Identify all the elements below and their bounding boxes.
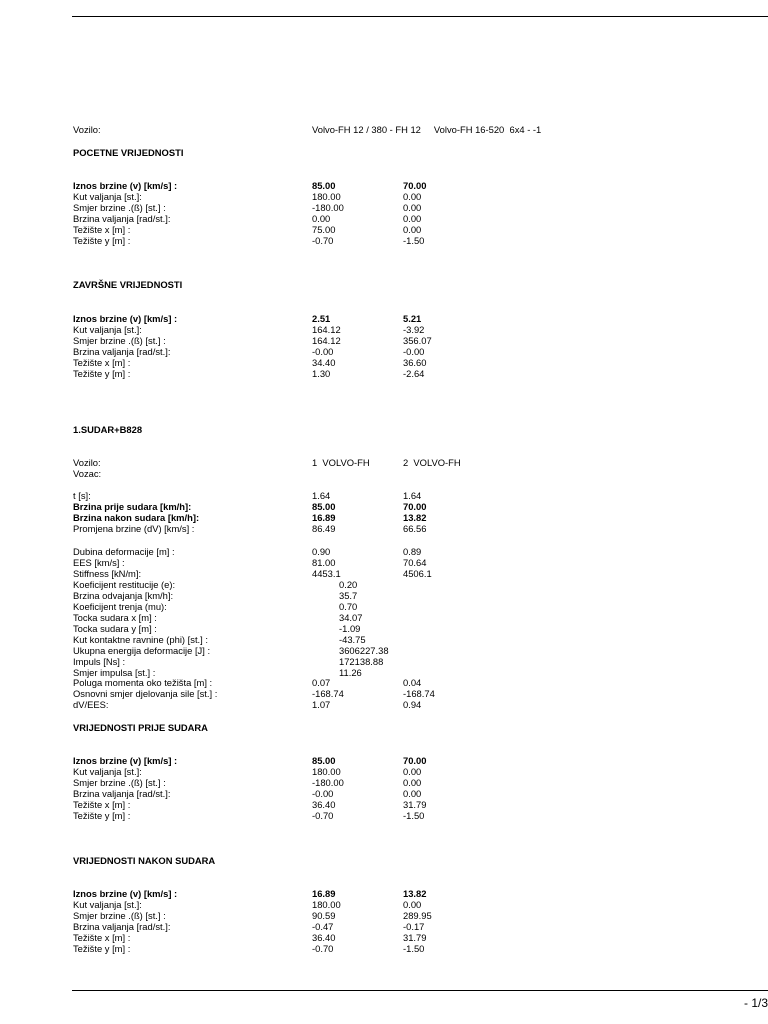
- data-row: [73, 557, 763, 568]
- data-row: [73, 346, 763, 357]
- row-label: Brzina valjanja [rad/st.]:: [73, 346, 171, 357]
- row-label: Kut valjanja [st.]:: [73, 899, 142, 910]
- value-vehicle-2: 0.89: [403, 546, 422, 557]
- data-row: [73, 788, 763, 799]
- row-label: Tocka sudara x [m] :: [73, 612, 157, 623]
- sudar-driver-label: Vozac:: [73, 468, 102, 479]
- value-vehicle-2: -1.50: [403, 943, 425, 954]
- value-vehicle-2: 0.00: [403, 202, 422, 213]
- bottom-rule: [72, 990, 768, 991]
- data-row: [73, 921, 763, 932]
- data-row: [73, 688, 763, 699]
- data-row: [73, 910, 763, 921]
- value-vehicle-2: 66.56: [403, 523, 427, 534]
- value-vehicle-2: 0.00: [403, 213, 422, 224]
- value-vehicle-1: 164.12: [312, 324, 341, 335]
- value-vehicle-1: -168.74: [312, 688, 344, 699]
- value-shared: -43.75: [339, 634, 366, 645]
- value-vehicle-2: 13.82: [403, 512, 427, 523]
- value-vehicle-2: 70.64: [403, 557, 427, 568]
- sudar-vehicle-row: [73, 457, 763, 468]
- data-row: [73, 943, 763, 954]
- data-row: [73, 180, 763, 191]
- row-label: Smjer brzine .(ß) [st.] :: [73, 202, 166, 213]
- data-row: [73, 601, 763, 612]
- value-vehicle-2: 31.79: [403, 932, 427, 943]
- value-vehicle-2: 70.00: [403, 180, 427, 191]
- data-row: [73, 523, 763, 534]
- vehicle-label: Vozilo:: [73, 124, 101, 135]
- row-label: Iznos brzine (v) [km/s] :: [73, 313, 178, 324]
- value-vehicle-1: 36.40: [312, 799, 336, 810]
- value-vehicle-2: 0.00: [403, 899, 422, 910]
- data-row: [73, 888, 763, 899]
- value-vehicle-2: -0.00: [403, 346, 425, 357]
- value-vehicle-1: 81.00: [312, 557, 336, 568]
- value-vehicle-2: -1.50: [403, 810, 425, 821]
- value-vehicle-1: 4453.1: [312, 568, 341, 579]
- section-title-prije: VRIJEDNOSTI PRIJE SUDARA: [73, 722, 208, 733]
- row-label: Smjer impulsa [st.] :: [73, 667, 156, 678]
- value-vehicle-1: 1.64: [312, 490, 331, 501]
- value-vehicle-2: 5.21: [403, 313, 422, 324]
- data-row: [73, 512, 763, 523]
- row-label: Smjer brzine .(ß) [st.] :: [73, 335, 166, 346]
- row-label: Tocka sudara y [m] :: [73, 623, 157, 634]
- value-vehicle-1: -0.70: [312, 810, 334, 821]
- value-vehicle-1: 180.00: [312, 766, 341, 777]
- vehicle-value: Volvo-FH 12 / 380 - FH 12 Volvo-FH 16-520 6x4 - -1: [312, 124, 542, 135]
- row-label: Kut valjanja [st.]:: [73, 324, 142, 335]
- row-label: Koeficijent restitucije (e):: [73, 579, 176, 590]
- data-row: [73, 357, 763, 368]
- row-label: dV/EES:: [73, 699, 109, 710]
- row-label: Brzina prije sudara [km/h]:: [73, 501, 192, 512]
- value-vehicle-2: 70.00: [403, 755, 427, 766]
- value-vehicle-2: 0.00: [403, 224, 422, 235]
- value-vehicle-2: -3.92: [403, 324, 425, 335]
- value-shared: 34.07: [339, 612, 363, 623]
- row-label: t [s]:: [73, 490, 91, 501]
- data-row: [73, 634, 763, 645]
- data-row: [73, 656, 763, 667]
- data-row: [73, 568, 763, 579]
- section-title-sudar: 1.SUDAR+B828: [73, 424, 143, 435]
- data-row: [73, 202, 763, 213]
- data-row: [73, 368, 763, 379]
- value-vehicle-2: 13.82: [403, 888, 427, 899]
- value-vehicle-2: 70.00: [403, 501, 427, 512]
- value-shared: 11.26: [339, 667, 362, 678]
- value-vehicle-1: 0.07: [312, 677, 331, 688]
- data-row: [73, 490, 763, 501]
- data-row: [73, 755, 763, 766]
- data-row: [73, 191, 763, 202]
- row-label: Težište y [m] :: [73, 368, 131, 379]
- data-row: [73, 766, 763, 777]
- data-row: [73, 579, 763, 590]
- value-shared: 0.20: [339, 579, 358, 590]
- data-row: [73, 810, 763, 821]
- value-shared: 0.70: [339, 601, 358, 612]
- sudar-driver-row: [73, 468, 763, 479]
- vehicle-row: [73, 124, 763, 135]
- row-label: Stiffness [kN/m]:: [73, 568, 142, 579]
- value-vehicle-1: 1.07: [312, 699, 331, 710]
- data-row: [73, 645, 763, 656]
- value-vehicle-1: 180.00: [312, 191, 341, 202]
- value-shared: -1.09: [339, 623, 361, 634]
- value-vehicle-2: 0.00: [403, 788, 422, 799]
- row-label: Težište x [m] :: [73, 932, 131, 943]
- section-title-nakon: VRIJEDNOSTI NAKON SUDARA: [73, 855, 216, 866]
- row-label: Iznos brzine (v) [km/s] :: [73, 888, 178, 899]
- value-vehicle-2: 36.60: [403, 357, 427, 368]
- value-vehicle-1: 85.00: [312, 180, 336, 191]
- value-vehicle-1: -0.70: [312, 943, 334, 954]
- row-label: Smjer brzine .(ß) [st.] :: [73, 777, 166, 788]
- row-label: Kut valjanja [st.]:: [73, 766, 142, 777]
- value-vehicle-1: -0.47: [312, 921, 334, 932]
- row-label: Iznos brzine (v) [km/s] :: [73, 180, 178, 191]
- value-vehicle-1: 75.00: [312, 224, 336, 235]
- value-vehicle-1: 85.00: [312, 755, 336, 766]
- value-vehicle-2: 4506.1: [403, 568, 432, 579]
- value-vehicle-1: 1.30: [312, 368, 331, 379]
- data-row: [73, 213, 763, 224]
- value-vehicle-2: 31.79: [403, 799, 427, 810]
- value-vehicle-2: 356.07: [403, 335, 432, 346]
- value-vehicle-1: -180.00: [312, 202, 344, 213]
- data-row: [73, 224, 763, 235]
- row-label: Brzina nakon sudara [km/h]:: [73, 512, 200, 523]
- data-row: [73, 546, 763, 557]
- value-vehicle-2: 289.95: [403, 910, 432, 921]
- row-label: Brzina valjanja [rad/st.]:: [73, 921, 171, 932]
- row-label: Brzina valjanja [rad/st.]:: [73, 213, 171, 224]
- row-label: Brzina odvajanja [km/h]:: [73, 590, 174, 601]
- row-label: Težište y [m] :: [73, 943, 131, 954]
- value-vehicle-1: 16.89: [312, 888, 336, 899]
- value-vehicle-2: -1.50: [403, 235, 425, 246]
- section-title-pocetne: POCETNE VRIJEDNOSTI: [73, 147, 184, 158]
- row-label: Težište x [m] :: [73, 357, 131, 368]
- data-row: [73, 612, 763, 623]
- row-label: Osnovni smjer djelovanja sile [st.] :: [73, 688, 218, 699]
- page-number: - 1/3: [743, 996, 768, 1010]
- row-label: Brzina valjanja [rad/st.]:: [73, 788, 171, 799]
- data-row: [73, 501, 763, 512]
- data-row: [73, 932, 763, 943]
- value-vehicle-2: 0.94: [403, 699, 422, 710]
- value-vehicle-1: 36.40: [312, 932, 336, 943]
- row-label: Težište x [m] :: [73, 224, 131, 235]
- data-row: [73, 799, 763, 810]
- sudar-vehicle-label: Vozilo:: [73, 457, 101, 468]
- row-label: Kut valjanja [st.]:: [73, 191, 142, 202]
- value-vehicle-1: 90.59: [312, 910, 336, 921]
- value-vehicle-2: -0.17: [403, 921, 425, 932]
- value-vehicle-1: 86.49: [312, 523, 336, 534]
- row-label: EES [km/s] :: [73, 557, 125, 568]
- value-vehicle-2: 1.64: [403, 490, 422, 501]
- value-vehicle-1: -180.00: [312, 777, 344, 788]
- value-vehicle-2: -168.74: [403, 688, 435, 699]
- data-row: [73, 324, 763, 335]
- row-label: Težište x [m] :: [73, 799, 131, 810]
- row-label: Težište y [m] :: [73, 810, 131, 821]
- sudar-vehicle-2: 2 VOLVO-FH: [403, 457, 461, 468]
- data-row: [73, 677, 763, 688]
- value-vehicle-1: 164.12: [312, 335, 341, 346]
- value-vehicle-2: 0.04: [403, 677, 422, 688]
- row-label: Promjena brzine (dV) [km/s] :: [73, 523, 195, 534]
- data-row: [73, 590, 763, 601]
- value-vehicle-1: 2.51: [312, 313, 331, 324]
- row-label: Koeficijent trenja (mu):: [73, 601, 167, 612]
- data-row: [73, 699, 763, 710]
- data-row: [73, 313, 763, 324]
- data-row: [73, 335, 763, 346]
- row-label: Ukupna energija deformacije [J] :: [73, 645, 211, 656]
- value-shared: 3606227.38: [339, 645, 389, 656]
- value-vehicle-1: 180.00: [312, 899, 341, 910]
- value-vehicle-2: 0.00: [403, 777, 422, 788]
- value-vehicle-2: 0.00: [403, 766, 422, 777]
- row-label: Težište y [m] :: [73, 235, 131, 246]
- value-shared: 172138.88: [339, 656, 384, 667]
- data-row: [73, 623, 763, 634]
- value-vehicle-1: 34.40: [312, 357, 336, 368]
- row-label: Impuls [Ns] :: [73, 656, 126, 667]
- value-vehicle-1: 0.90: [312, 546, 331, 557]
- value-vehicle-1: 16.89: [312, 512, 336, 523]
- data-row: [73, 899, 763, 910]
- sudar-vehicle-1: 1 VOLVO-FH: [312, 457, 370, 468]
- data-row: [73, 777, 763, 788]
- row-label: Iznos brzine (v) [km/s] :: [73, 755, 178, 766]
- row-label: Poluga momenta oko težišta [m] :: [73, 677, 213, 688]
- row-label: Smjer brzine .(ß) [st.] :: [73, 910, 166, 921]
- value-vehicle-1: -0.00: [312, 788, 334, 799]
- value-vehicle-1: 85.00: [312, 501, 336, 512]
- value-shared: 35.7: [339, 590, 358, 601]
- row-label: Dubina deformacije [m] :: [73, 546, 175, 557]
- value-vehicle-1: 0.00: [312, 213, 331, 224]
- value-vehicle-2: -2.64: [403, 368, 425, 379]
- value-vehicle-1: -0.70: [312, 235, 334, 246]
- row-label: Kut kontaktne ravnine (phi) [st.] :: [73, 634, 208, 645]
- value-vehicle-1: -0.00: [312, 346, 334, 357]
- value-vehicle-2: 0.00: [403, 191, 422, 202]
- data-row: [73, 235, 763, 246]
- section-title-zavrsne: ZAVRŠNE VRIJEDNOSTI: [73, 279, 183, 290]
